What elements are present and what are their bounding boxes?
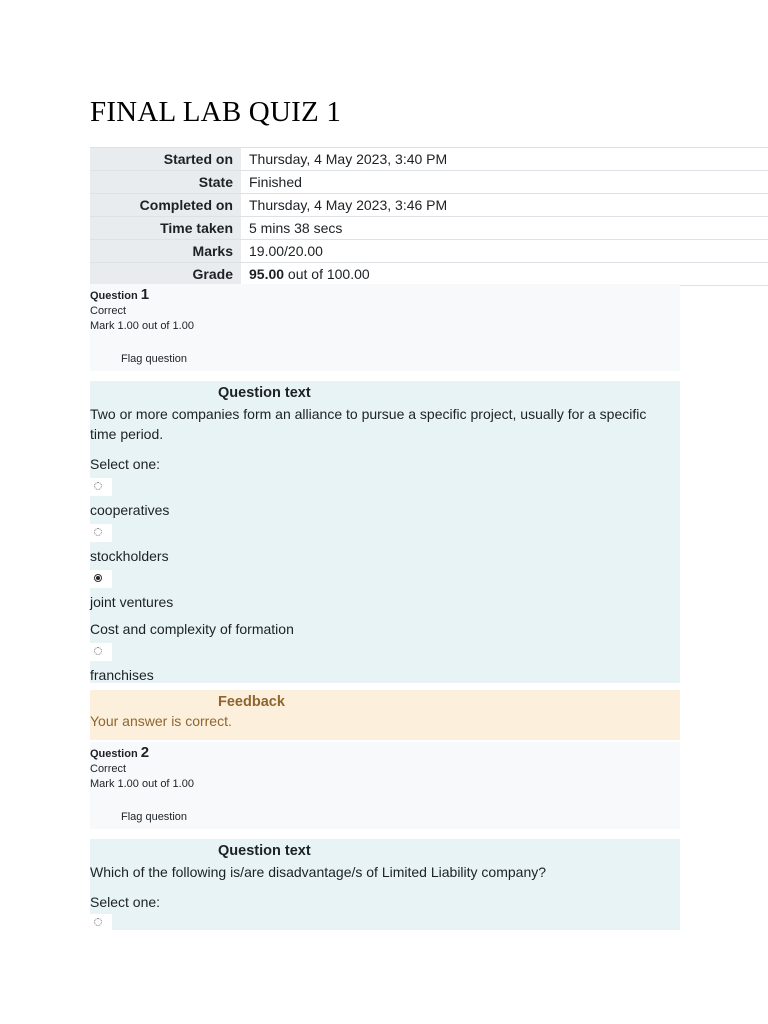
- grade-out-of: out of 100.00: [284, 266, 370, 282]
- question-text: Which of the following is/are disadvantage/s of Limited Liability company?: [90, 864, 547, 880]
- radio-unchecked-icon[interactable]: [90, 478, 112, 496]
- answer-option[interactable]: [90, 914, 680, 932]
- select-one-label: Select one:: [90, 456, 161, 472]
- radio-unchecked-icon[interactable]: [90, 524, 112, 542]
- summary-row-completed: [90, 194, 768, 217]
- stray-answer-text: Cost and complexity of formation: [90, 621, 294, 637]
- answer-option[interactable]: [90, 478, 680, 520]
- question-prefix: Question: [90, 748, 138, 760]
- summary-label: State: [90, 171, 241, 194]
- question-text-heading: Question text: [218, 843, 311, 859]
- flag-question-link[interactable]: Flag question: [121, 811, 188, 823]
- answer-option[interactable]: [90, 570, 680, 612]
- answer-label[interactable]: joint ventures: [90, 594, 174, 610]
- summary-value: 19.00/20.00: [241, 240, 768, 263]
- grade-value: 95.00: [249, 266, 285, 282]
- summary-value: [241, 263, 768, 286]
- question-number: [90, 287, 680, 304]
- radio-unchecked-icon[interactable]: [90, 914, 112, 932]
- radio-unchecked-icon[interactable]: [90, 643, 112, 661]
- summary-value: 5 mins 38 secs: [241, 217, 768, 240]
- summary-label: Completed on: [90, 194, 241, 217]
- summary-row-started: [90, 148, 768, 171]
- question-state: Correct: [90, 763, 127, 775]
- question-prefix: Question: [90, 290, 138, 302]
- summary-row-time-taken: [90, 217, 768, 240]
- summary-row-marks: [90, 240, 768, 263]
- question-number-value: 1: [140, 286, 150, 303]
- question-mark: Mark 1.00 out of 1.00: [90, 320, 194, 332]
- question-number: [90, 745, 680, 762]
- feedback-heading: Feedback: [218, 694, 285, 710]
- attempt-summary-table: [90, 147, 768, 286]
- summary-row-state: [90, 171, 768, 194]
- summary-value: Finished: [241, 171, 768, 194]
- summary-label: Time taken: [90, 217, 241, 240]
- summary-value: Thursday, 4 May 2023, 3:40 PM: [241, 148, 768, 171]
- summary-value: Thursday, 4 May 2023, 3:46 PM: [241, 194, 768, 217]
- answer-option[interactable]: [90, 524, 680, 566]
- flag-question-link[interactable]: Flag question: [121, 353, 188, 365]
- answer-label[interactable]: franchises: [90, 667, 154, 683]
- answer-option[interactable]: [90, 643, 680, 685]
- question-1-text-box: [90, 381, 680, 683]
- question-2-info: [90, 742, 680, 829]
- page-title: FINAL LAB QUIZ 1: [90, 96, 342, 128]
- summary-row-grade: [90, 263, 768, 286]
- answer-label[interactable]: cooperatives: [90, 502, 170, 518]
- question-number-value: 2: [140, 744, 150, 761]
- radio-checked-icon[interactable]: [90, 570, 112, 588]
- summary-label: Grade: [90, 263, 241, 286]
- summary-label: Marks: [90, 240, 241, 263]
- question-mark: Mark 1.00 out of 1.00: [90, 778, 194, 790]
- select-one-label: Select one:: [90, 894, 161, 910]
- answer-label[interactable]: stockholders: [90, 548, 169, 564]
- question-text: Two or more companies form an alliance to pursue a specific project, usually for a specific time period.: [90, 406, 647, 442]
- summary-label: Started on: [90, 148, 241, 171]
- feedback-text: Your answer is correct.: [90, 713, 232, 729]
- question-2-text-box: [90, 839, 680, 930]
- question-state: Correct: [90, 305, 127, 317]
- question-text-heading: Question text: [218, 385, 311, 401]
- question-1-info: [90, 284, 680, 371]
- feedback-box: [90, 690, 680, 740]
